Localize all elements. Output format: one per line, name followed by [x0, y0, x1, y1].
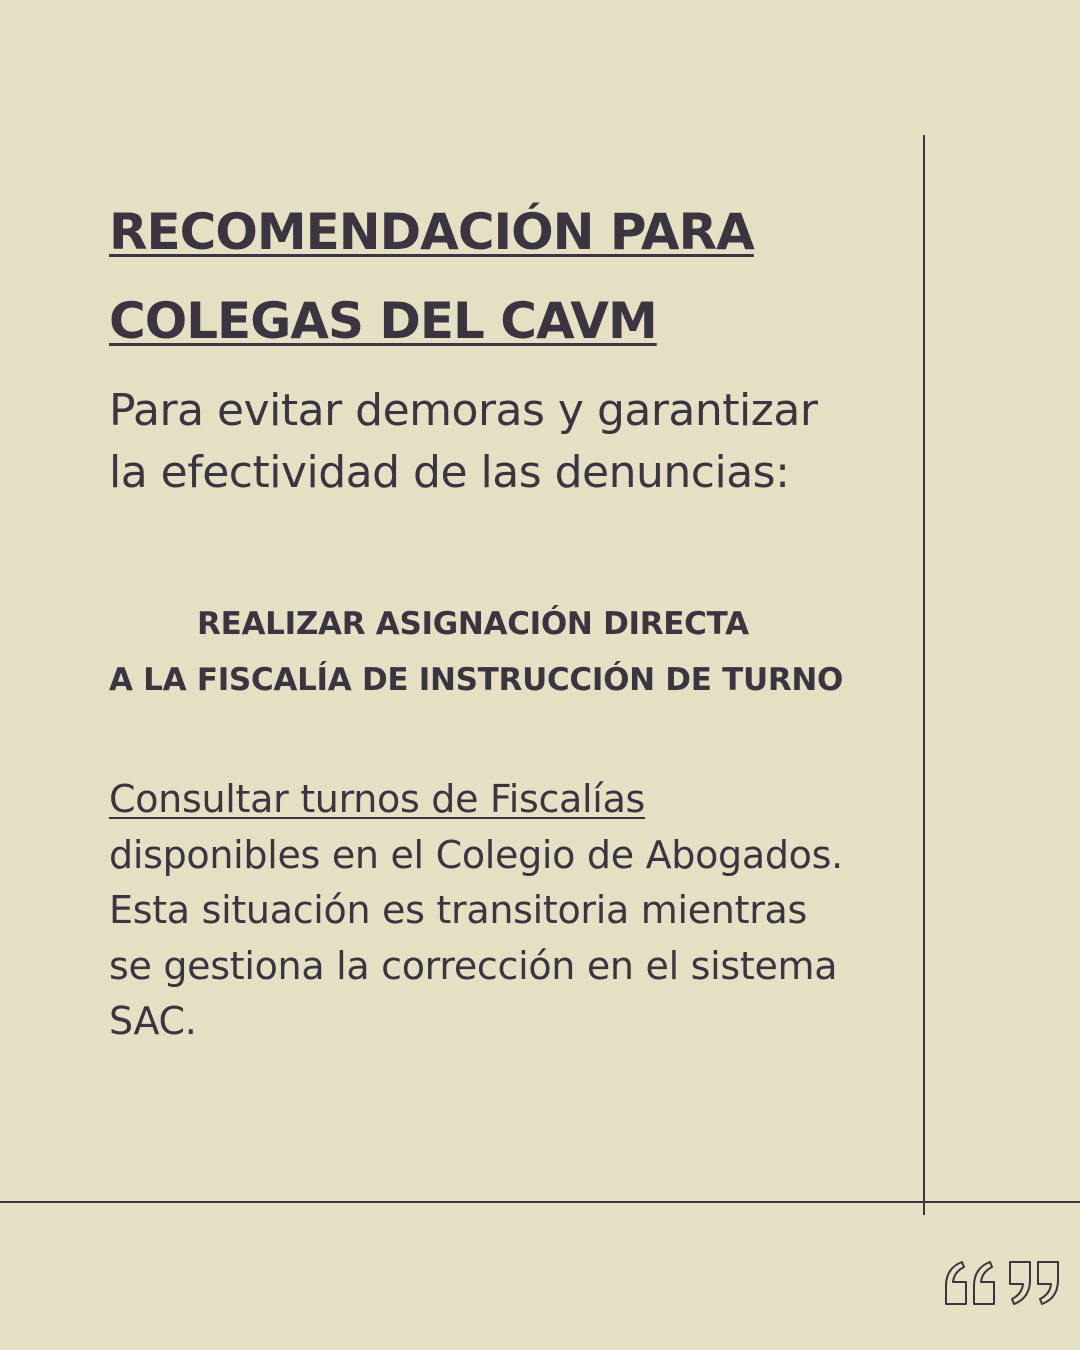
intro-line-1: Para evitar demoras y garantizar: [109, 385, 818, 436]
body-line-1: disponibles en el Colegio de Abogados.: [109, 832, 843, 877]
vertical-divider: [923, 135, 925, 1215]
body-line-3: se gestiona la corrección en el sistema: [109, 943, 838, 988]
callout-line-2: A LA FISCALÍA DE INSTRUCCIÓN DE TURNO: [109, 662, 844, 698]
callout-line-1: REALIZAR ASIGNACIÓN DIRECTA: [197, 606, 749, 642]
page-title: [109, 188, 889, 366]
consult-turnos-link[interactable]: Consultar turnos de Fiscalías: [109, 777, 646, 821]
title-line-1: RECOMENDACIÓN PARA: [109, 203, 754, 261]
body-paragraph: [109, 772, 899, 1050]
title-line-2: COLEGAS DEL CAVM: [109, 292, 657, 350]
quote-marks-icon: [944, 1260, 1060, 1306]
body-line-4: SAC.: [109, 999, 197, 1043]
recommendation-callout: [109, 596, 889, 708]
body-line-2: Esta situación es transitoria mientras: [109, 888, 808, 932]
horizontal-divider: [0, 1201, 1080, 1203]
intro-text: [109, 380, 889, 504]
intro-line-2: la efectividad de las denuncias:: [109, 447, 790, 498]
